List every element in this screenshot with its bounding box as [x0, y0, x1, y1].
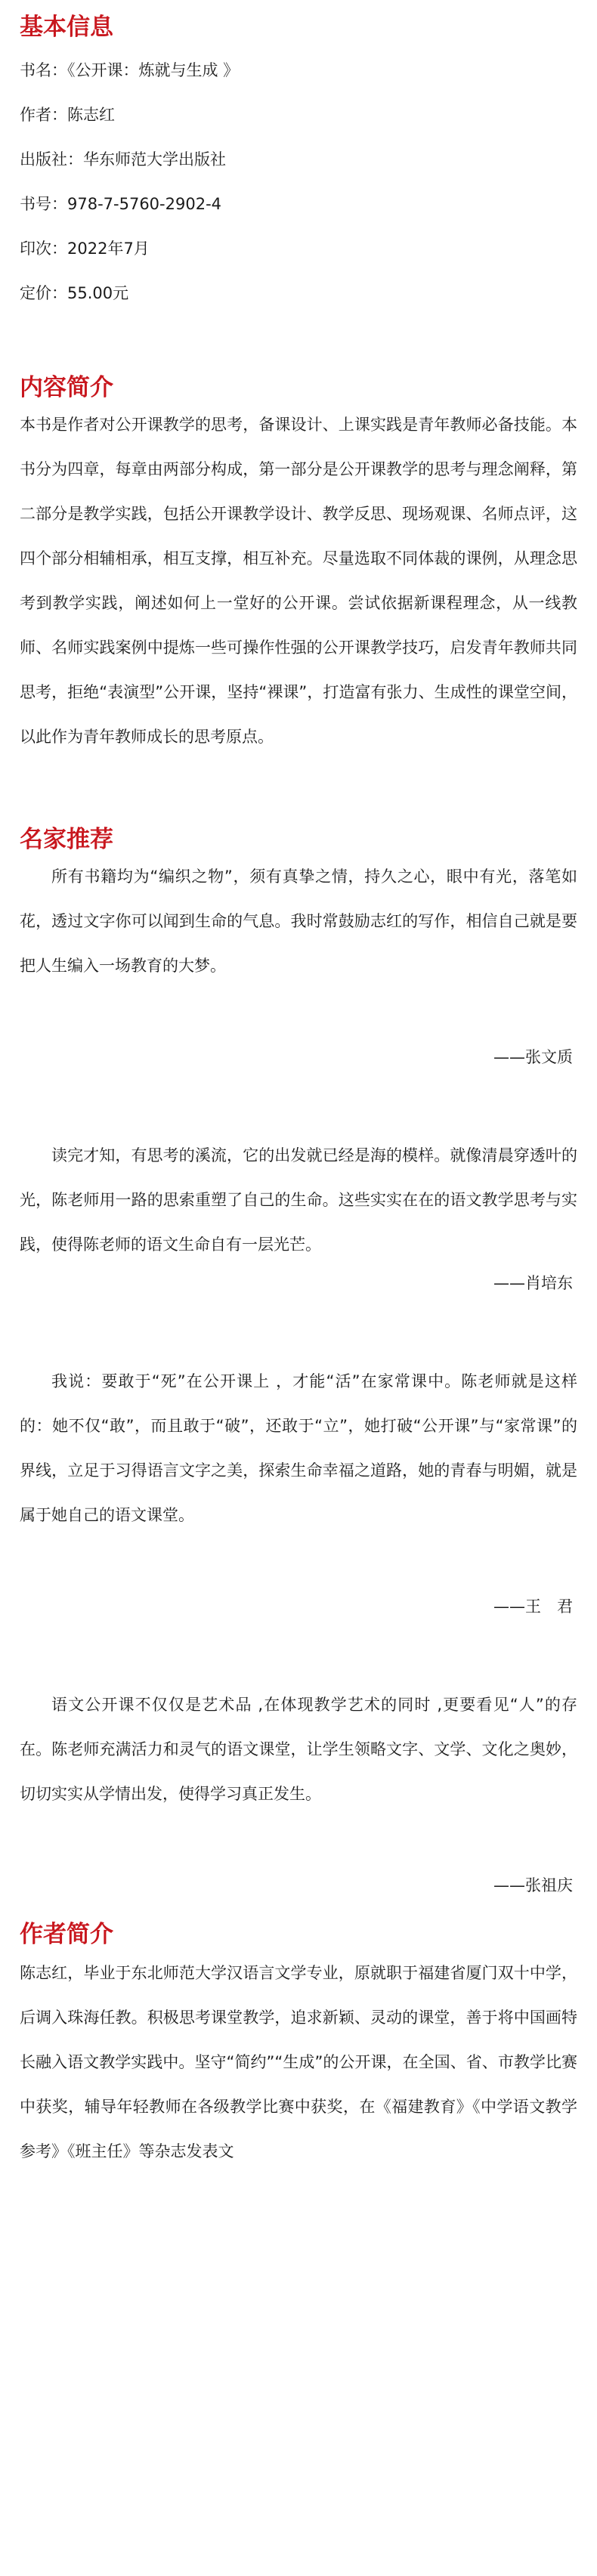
- author-intro-text: 陈志红，毕业于东北师范大学汉语言文学专业，原就职于福建省厦门双十中学，后调入珠海任教。积极思考课堂教学，追求新颖、灵动的课堂，善于将中国画特长融入语文教学实践中。坚守“简约”“生成”的公开课，在全国、省、市教学比赛中获奖，辅导年轻教师在各级教学比赛中获奖，在《福建教育》《中学语文教学参考》《班主任》等杂志发表文: [20, 1964, 577, 2160]
- book-title-field: 书名：《公开课：炼就与生成 》: [20, 61, 240, 79]
- recommendation-item: [20, 1683, 577, 1897]
- recommendation-author: ——张文质: [493, 1048, 573, 1066]
- recommendation-author: ——王 君: [493, 1597, 573, 1616]
- isbn-field: 书号：978-7-5760-2902-4: [20, 195, 222, 213]
- price-field: 定价：55.00元: [20, 284, 129, 302]
- recommendation-item: [20, 855, 577, 1068]
- recommendation-text: 读完才知，有思考的溪流，它的出发就已经是海的模样。就像清晨穿透叶的光，陈老师用一路的思索重塑了自己的生命。这些实实在在的语文教学思考与实践，使得陈老师的语文生命自有一层光芒。: [20, 1146, 577, 1254]
- recommendation-author: ——肖培东: [493, 1274, 573, 1292]
- recommendation-author: ——张祖庆: [493, 1876, 573, 1894]
- summary-heading: 内容简介: [20, 374, 113, 401]
- summary-text: 本书是作者对公开课教学的思考，备课设计、上课实践是青年教师必备技能。本书分为四章，每章由两部分构成，第一部分是公开课教学的思考与理念阐释，第二部分是教学实践，包括公开课教学设计、教学反思、现场观课、名师点评，这四个部分相辅相承，相互支撑，相互补充。尽量选取不同体裁的课例，从理念思考到教学实践，阐述如何上一堂好的公开课。尝试依据新课程理念，从一线教师、名师实践案例中提炼一些可操作性强的公开课教学技巧，启发青年教师共同思考，拒绝“表演型”公开课，坚持“裸课”，打造富有张力、生成性的课堂空间，以此作为青年教师成长的思考原点。: [20, 416, 577, 746]
- recommendation-text: 我说：要敢于“死”在公开课上 ，才能“活”在家常课中。陈老师就是这样的：她不仅“敢”，而且敢于“破”，还敢于“立”，她打破“公开课”与“家常课”的界线，立足于习得语言文字之美，探索生命幸福之道路，她的青春与明媚，就是属于她自己的语文课堂。: [20, 1372, 577, 1524]
- author-intro-heading: 作者简介: [20, 1921, 113, 1948]
- recommendation-item: [20, 1133, 577, 1294]
- book-detail-page: [0, 12, 597, 2174]
- recommendation-text: 语文公开课不仅仅是艺术品 ,在体现教学艺术的同时 ,更要看见“人”的存在。陈老师充满活力和灵气的语文课堂，让学生领略文字、文学、文化之奥妙，切切实实从学情出发，使得学习真正发生。: [20, 1696, 577, 1803]
- publisher-field: 出版社：华东师范大学出版社: [20, 150, 226, 169]
- basic-info-list: [20, 59, 577, 305]
- recommendations-heading: 名家推荐: [20, 826, 113, 853]
- author-field: 作者：陈志红: [20, 106, 115, 124]
- recommendation-text: 所有书籍均为“编织之物”，须有真挚之情，持久之心，眼中有光，落笔如花，透过文字你可以闻到生命的气息。我时常鼓励志红的写作，相信自己就是要把人生编入一场教育的大梦。: [20, 867, 577, 975]
- print-date-field: 印次：2022年7月: [20, 240, 150, 258]
- recommendation-item: [20, 1359, 577, 1618]
- basic-info-heading: 基本信息: [20, 14, 113, 41]
